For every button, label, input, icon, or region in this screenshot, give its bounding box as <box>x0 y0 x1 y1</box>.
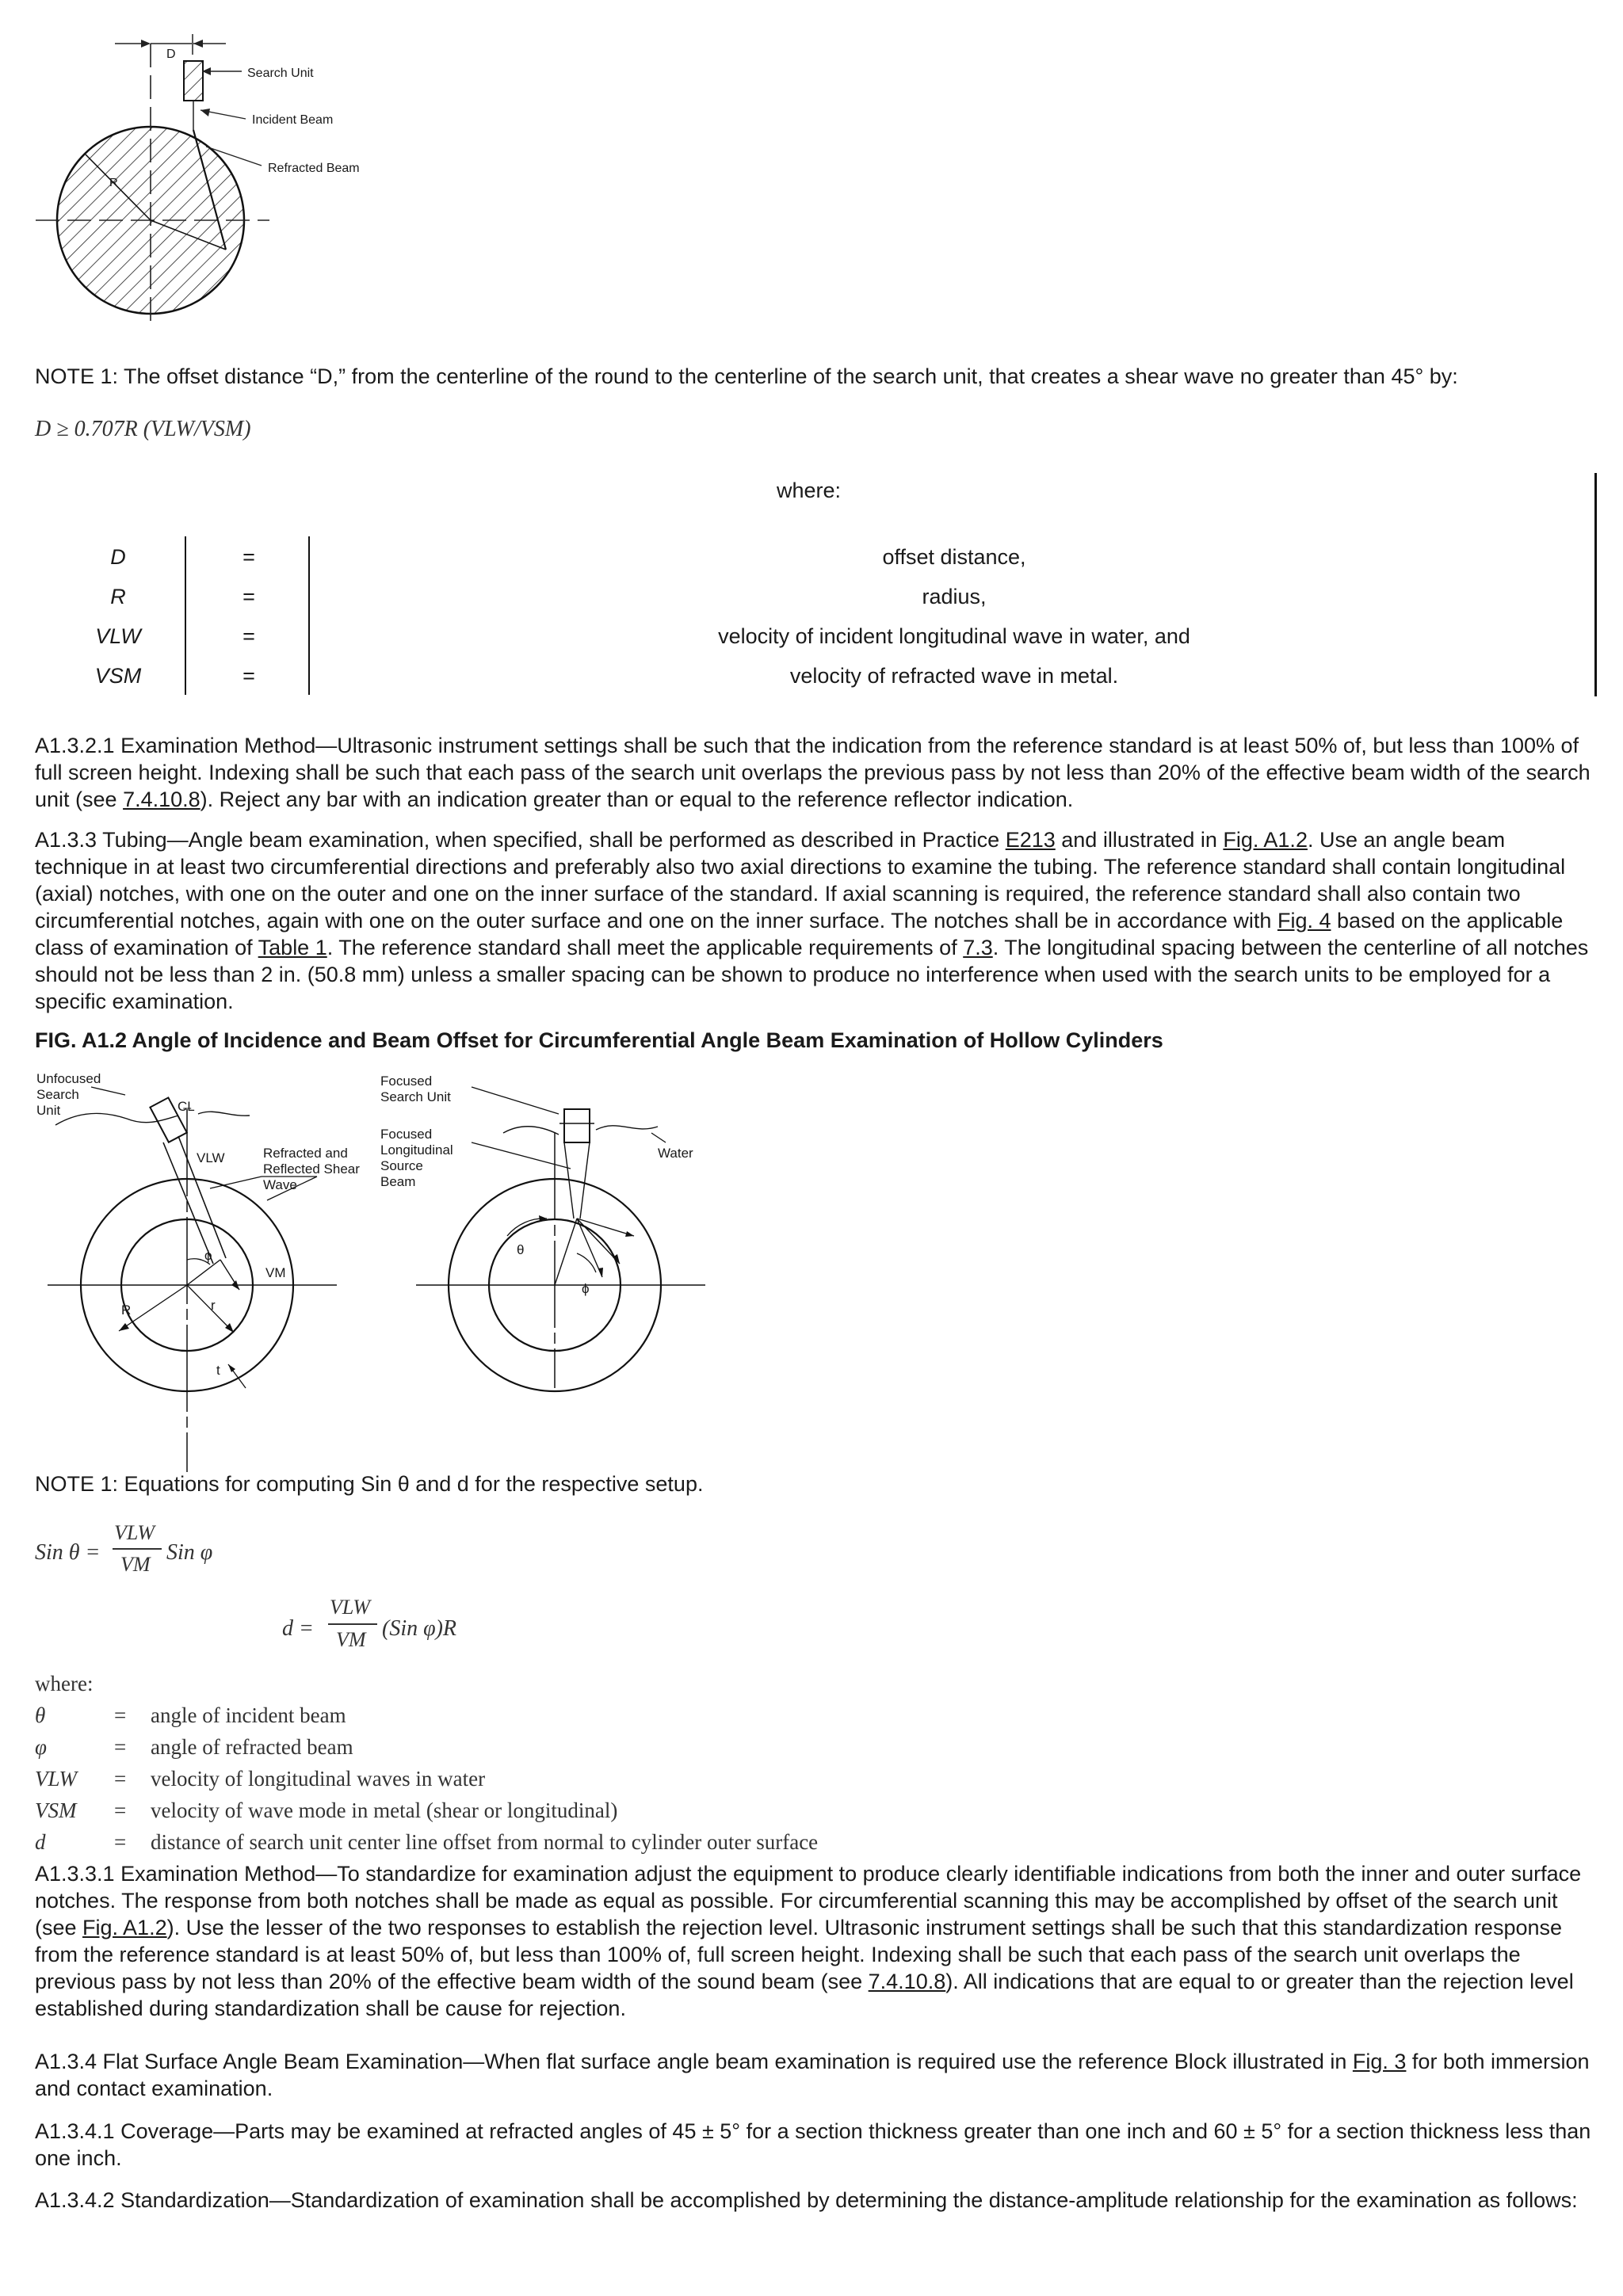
table-row-desc: offset distance, <box>882 545 1026 569</box>
paragraph-a1-3-3-1: A1.3.3.1 Examination Method—To standardize for examination adjust the equipment to produce clearly identifiable indications from both the inner and outer surface notches. The response from both notches shall be made as equal as possible. For circumferential scanning this may be accomplished by offset of the search unit (see Fig. A1.2). Use the lesser of the two responses to establish the rejection level. Ultrasonic instrument settings shall be such that this standardization response from the reference standard is at least 50% of, but less than 100% of, full screen height. Indexing shall be such that each pass of the search unit overlaps the previous pass by not less than 20% of the effective beam width of the sound beam (see 7.4.10.8). All indications that are equal to or greater than the rejection level established during standardization shall be cause for rejection. <box>35 1862 1582 2020</box>
incident-beam-label: Incident Beam <box>252 113 334 127</box>
eq2-lhs: d = <box>282 1616 314 1641</box>
link-fig-4[interactable]: Fig. 4 <box>1277 909 1331 933</box>
list-item: VLW = velocity of longitudinal waves in water <box>35 1767 486 1791</box>
list-item: θ = angle of incident beam <box>35 1703 346 1727</box>
vm-label: VM <box>265 1265 286 1280</box>
search-unit <box>184 61 203 101</box>
table-col-divider-1 <box>185 536 186 695</box>
link-7-4-10-8[interactable]: 7.4.10.8 <box>123 788 200 811</box>
focused-beam-label: Longitudinal <box>380 1142 453 1158</box>
theta-label: θ <box>517 1242 525 1257</box>
list-item: VSM = velocity of wave mode in metal (shear or longitudinal) <box>35 1798 618 1822</box>
list-item: φ = angle of refracted beam <box>35 1735 353 1759</box>
refracted-beam-label: Refracted Beam <box>268 162 360 175</box>
focused-search-unit-label: Search Unit <box>380 1089 451 1104</box>
table-row-desc: velocity of refracted wave in metal. <box>789 664 1119 688</box>
table-row-eq: = <box>242 585 255 608</box>
note-1-offset-distance: NOTE 1: The offset distance “D,” from the centerline of the round to the centerline of the search unit, that creates a shear wave no greater than 45° by: <box>35 364 1458 388</box>
equation-sin-theta <box>35 1516 273 1588</box>
thickness-label: t <box>216 1363 220 1378</box>
link-fig-a1-2[interactable]: Fig. A1.2 <box>82 1916 167 1939</box>
eq1-fraction-bar <box>113 1548 162 1550</box>
figure-caption: FIG. A1.2 Angle of Incidence and Beam Offset for Circumferential Angle Beam Examination of Hollow Cylinders <box>35 1028 1163 1052</box>
equation-offset-d <box>282 1589 520 1661</box>
table-row-eq: = <box>242 664 255 688</box>
table-row-sym: VSM <box>94 664 142 688</box>
offset-formula <box>35 417 251 442</box>
focused-beam-label: Source <box>380 1158 423 1173</box>
link-fig-a1-2[interactable]: Fig. A1.2 <box>1223 828 1308 852</box>
link-e213[interactable]: E213 <box>1005 828 1056 852</box>
offset-formula-lhs: D ≥ 0.707R <box>35 417 143 441</box>
figure-round-bar-offset <box>32 28 396 337</box>
link-table-1[interactable]: Table 1 <box>258 936 327 959</box>
offset-formula-rhs: (VLW/VSM) <box>143 417 251 441</box>
paragraph-a1-3-4: A1.3.4 Flat Surface Angle Beam Examination—When flat surface angle beam examination is required use the reference Block illustrated in Fig. 3 for both immersion and contact examination. <box>35 2050 1590 2100</box>
outer-radius-label: R <box>121 1302 132 1318</box>
link-7-4-10-8[interactable]: 7.4.10.8 <box>868 1970 946 1993</box>
search-unit-label: Search Unit <box>247 67 314 80</box>
table-row-sym: R <box>110 585 126 608</box>
paragraph-a1-3-3: A1.3.3 Tubing—Angle beam examination, when specified, shall be performed as described in Practice E213 and illustrated in Fig. A1.2. Use an angle beam technique in at least two circumferential directions and preferably also two axial directions to examine the tubing. The reference standard shall contain longitudinal (axial) notches, with one on the outer and one on the inner surface of the standard. If axial scanning is required, the reference standard shall also contain two circumferential notches, again with one on the outer surface and one on the inner surface. The notches shall be in accordance with Fig. 4 based on the applicable class of examination of Table 1. The reference standard shall meet the applicable requirements of 7.3. The longitudinal spacing between the centerline of all notches should not be less than 2 in. (50.8 mm) unless a smaller spacing can be shown to produce no interference when used with the search units to be employed for a specific examination. <box>35 828 1589 1013</box>
eq1-numerator: VLW <box>114 1521 155 1544</box>
paragraph-a1-3-2-1: A1.3.2.1 Examination Method—Ultrasonic instrument settings shall be such that the indication from the reference standard is at least 50% of, but less than 100% of full screen height. Indexing shall be such that each pass of the search unit overlaps the previous pass by not less than 20% of the effective beam width of the search unit (see 7.4.10.8). Reject any bar with an indication greater than or equal to the reference reflector indication. <box>35 734 1591 811</box>
eq2-fraction-bar <box>328 1623 377 1625</box>
eq1-rhs: Sin φ <box>166 1540 213 1565</box>
table-col-divider-2 <box>308 536 310 695</box>
phi-label: ϕ <box>204 1248 212 1263</box>
water-label: Water <box>658 1146 693 1161</box>
paragraph-a1-3-4-1: A1.3.4.1 Coverage—Parts may be examined at refracted angles of 45 ± 5° for a section thickness greater than one inch and 60 ± 5° for a section thickness less than one inch. <box>35 2119 1591 2170</box>
link-fig-3[interactable]: Fig. 3 <box>1352 2050 1407 2073</box>
eq1-denominator: VM <box>120 1553 151 1576</box>
table-row-desc: velocity of incident longitudinal wave in water, and <box>718 624 1190 648</box>
table-row-desc: radius, <box>922 585 987 608</box>
vlw-label: VLW <box>197 1150 225 1165</box>
table-row-sym: VLW <box>95 624 141 648</box>
focused-beam-label: Beam <box>380 1174 416 1189</box>
refracted-shear-label: Wave <box>263 1177 297 1192</box>
refracted-shear-label: Refracted and <box>263 1146 348 1161</box>
eq2-rhs: (Sin φ)R <box>382 1616 457 1641</box>
table-row-eq: = <box>242 545 255 569</box>
paragraph-a1-3-4-2: A1.3.4.2 Standardization—Standardization of examination shall be accomplished by determining the distance-amplitude relationship for the examination as follows: <box>35 2188 1578 2212</box>
inner-radius-label: r <box>211 1298 216 1313</box>
focused-beam-label: Focused <box>380 1127 433 1142</box>
figure-hollow-cylinders <box>32 1070 745 1474</box>
where-table-header: where: <box>777 479 842 502</box>
note-1-equations: NOTE 1: Equations for computing Sin θ and d for the respective setup. <box>35 1472 704 1496</box>
table-row-sym: D <box>110 545 126 569</box>
focused-setup <box>380 1074 705 1391</box>
focused-search-unit <box>564 1109 590 1142</box>
eq1-lhs: Sin θ = <box>35 1540 101 1565</box>
link-7-3[interactable]: 7.3 <box>963 936 993 959</box>
unfocused-setup <box>36 1071 360 1472</box>
eq2-denominator: VM <box>336 1628 366 1651</box>
centerline-label: C̶L <box>178 1099 195 1114</box>
where-list-header: where: <box>35 1672 94 1695</box>
radius-label: R <box>109 176 118 189</box>
where-table <box>35 469 1598 699</box>
eq2-numerator: VLW <box>330 1596 371 1619</box>
d-dimension-label: D <box>166 48 176 61</box>
list-item: d = distance of search unit center line offset from normal to cylinder outer surface <box>35 1830 819 1854</box>
unfocused-label: Unfocused <box>36 1071 101 1086</box>
unfocused-label: Unit <box>36 1103 61 1118</box>
table-row-eq: = <box>242 624 255 648</box>
phi-label: ϕ <box>582 1281 590 1296</box>
where-list-symbols <box>35 1668 818 1858</box>
focused-search-unit-label: Focused <box>380 1074 433 1089</box>
unfocused-label: Search <box>36 1087 79 1102</box>
refracted-shear-label: Reflected Shear <box>263 1161 360 1177</box>
